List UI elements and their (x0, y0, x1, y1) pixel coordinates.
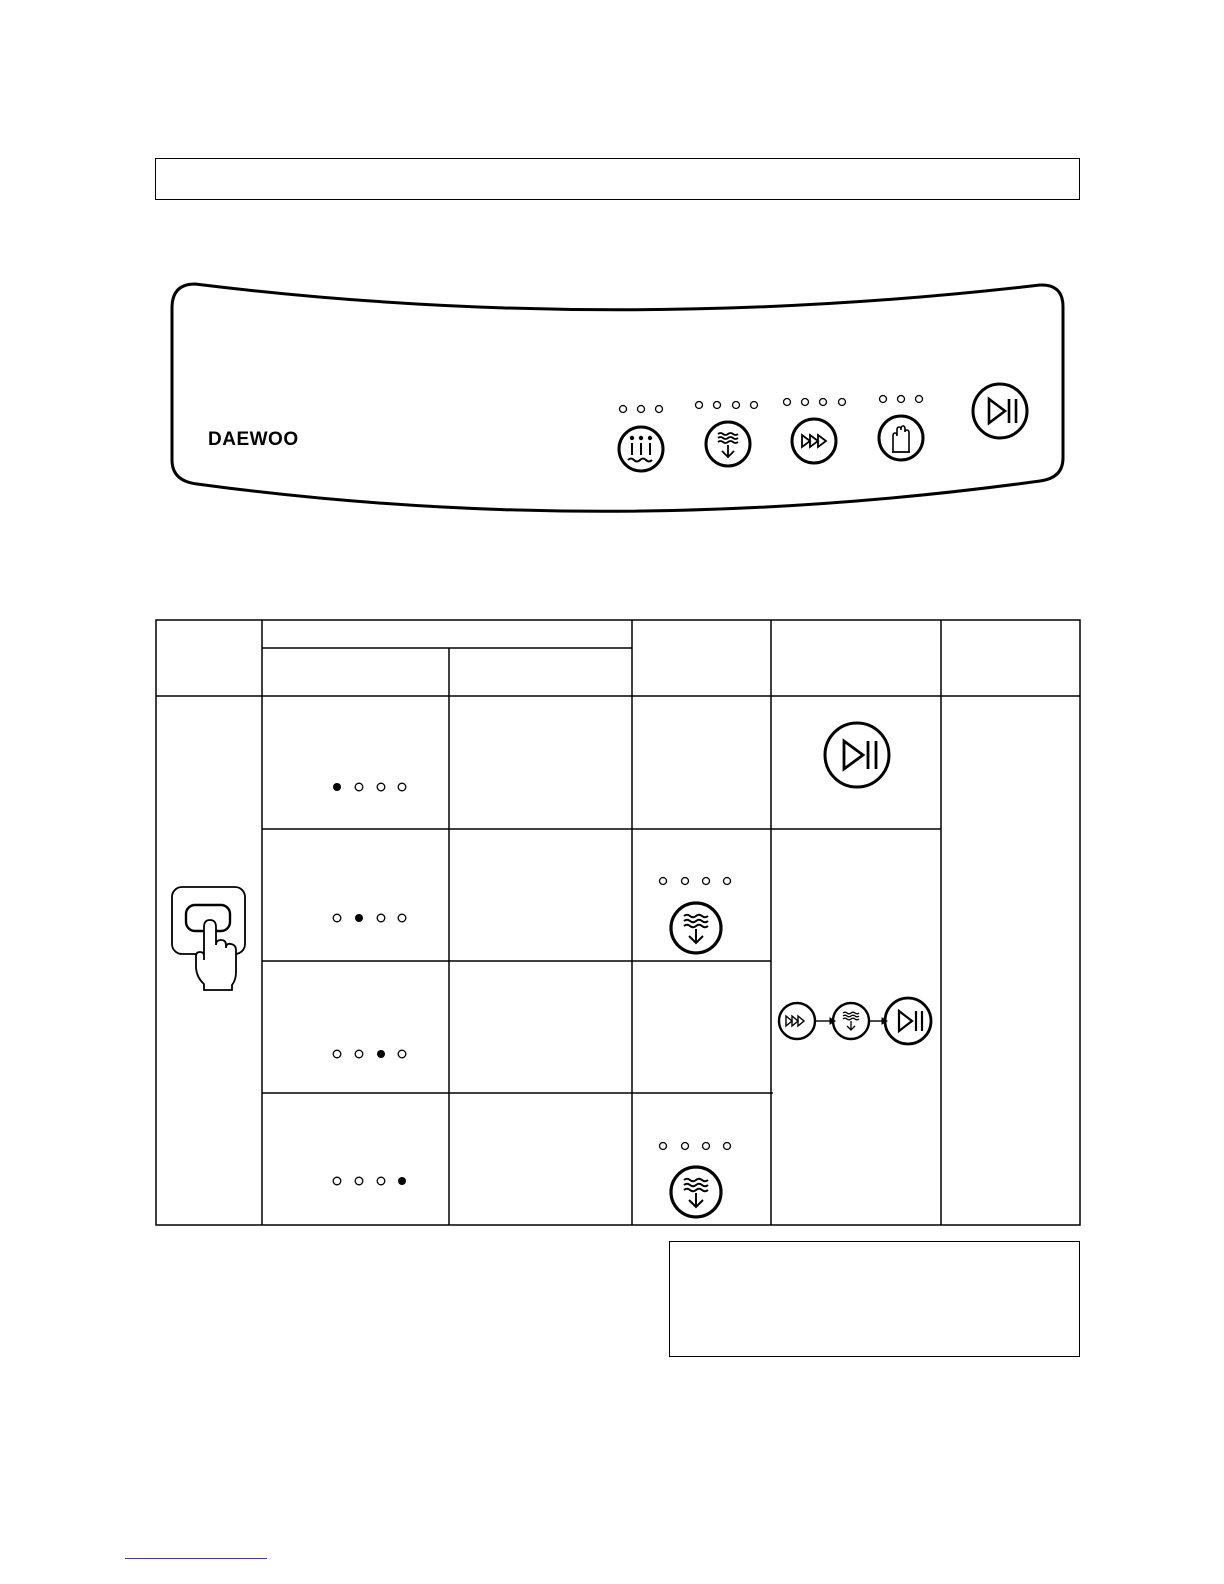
hand-wash-button[interactable] (879, 416, 923, 460)
water-level-icon (833, 1003, 869, 1039)
control-panel-drawing (0, 0, 1224, 600)
water-level-icon (671, 1167, 721, 1217)
water-level-button[interactable] (706, 422, 750, 466)
press-button-hand-icon (172, 887, 245, 990)
water-level-icon (671, 903, 721, 953)
start-pause-icon (989, 399, 1016, 423)
table-row (333, 914, 406, 922)
process-icon (802, 435, 826, 447)
start-pause-icon (825, 723, 889, 787)
start-pause-icon (885, 998, 931, 1044)
process-indicators (784, 399, 846, 406)
process-icon (779, 1003, 815, 1039)
water-level-indicators (660, 1143, 731, 1150)
water-temp-indicators (620, 406, 663, 413)
water-level-indicators (660, 878, 731, 885)
hand-wash-indicators (880, 396, 923, 403)
process-button[interactable] (792, 419, 836, 463)
table-row (333, 783, 406, 791)
operation-table (0, 600, 1224, 1240)
table-row (333, 1177, 406, 1185)
panel-outline (172, 284, 1063, 511)
hand-wash-icon (892, 426, 910, 452)
note-box (669, 1241, 1080, 1357)
sequence-flow (779, 998, 931, 1044)
water-temp-icon (628, 437, 652, 462)
water-level-icon (718, 433, 738, 457)
water-temp-button[interactable] (619, 427, 663, 471)
footnote-rule (125, 1558, 267, 1559)
brand-logo: DAEWOO (208, 429, 299, 450)
water-level-indicators (696, 402, 758, 409)
start-pause-button[interactable] (973, 384, 1027, 438)
table-row (333, 1050, 406, 1058)
